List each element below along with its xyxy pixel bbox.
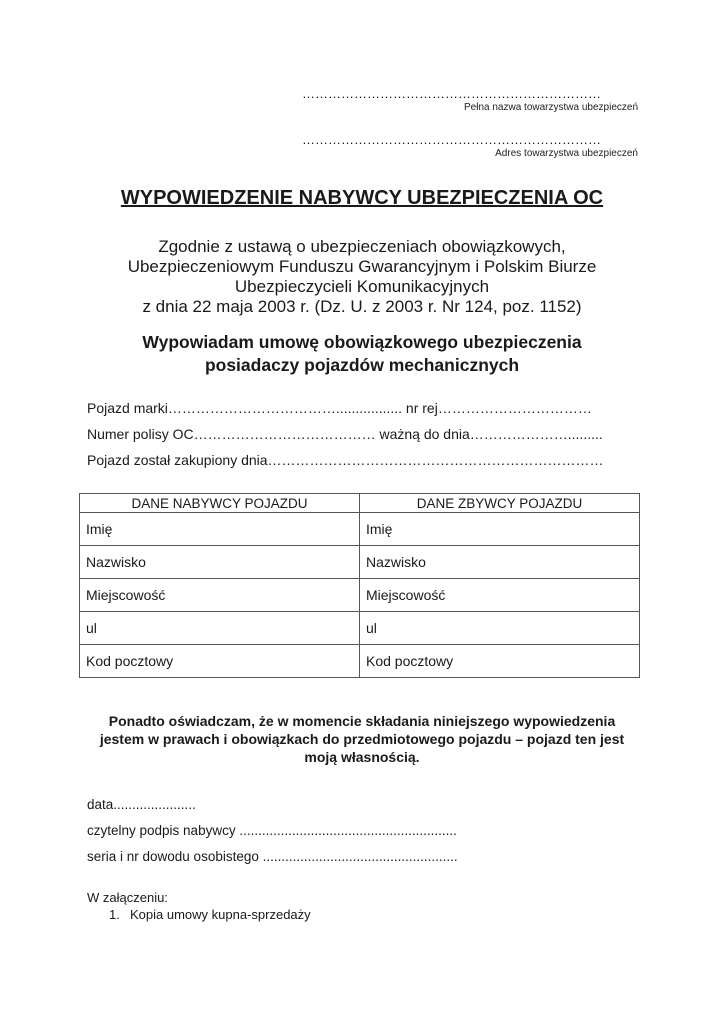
seller-postal-code-cell[interactable]: Kod pocztowy xyxy=(360,645,640,678)
legal-basis-line: Zgodnie z ustawą o ubezpieczeniach obowiązkowych, xyxy=(158,237,566,256)
seller-first-name-cell[interactable]: Imię xyxy=(360,513,640,546)
buyer-city-cell[interactable]: Miejscowość xyxy=(80,579,360,612)
vehicle-make-field[interactable]: Pojazd marki………………………………................. nr rej…………………………… xyxy=(87,400,592,416)
seller-city-cell[interactable]: Miejscowość xyxy=(360,579,640,612)
signature-field[interactable]: czytelny podpis nabywcy .......................................................... xyxy=(87,823,457,838)
table-row xyxy=(80,546,640,579)
seller-street-cell[interactable]: ul xyxy=(360,612,640,645)
table-row xyxy=(80,645,640,678)
table-row xyxy=(80,612,640,645)
date-field[interactable]: data...................... xyxy=(87,797,196,812)
legal-basis-line: Ubezpieczeniowym Funduszu Gwarancyjnym i Polskim Biurze xyxy=(127,257,597,276)
legal-basis xyxy=(80,237,644,317)
declaration-line: posiadaczy pojazdów mechanicznych xyxy=(204,355,520,375)
declaration-heading xyxy=(60,331,664,377)
statement-line: Ponadto oświadczam, że w momencie składania niniejszego wypowiedzenia xyxy=(108,713,616,729)
buyer-column-header: DANE NABYWCY POJAZDU xyxy=(80,494,360,513)
buyer-first-name-cell[interactable]: Imię xyxy=(80,513,360,546)
company-address-dots: …………………………………………………………… xyxy=(302,132,601,147)
company-name-caption: Pełna nazwa towarzystwa ubezpieczeń xyxy=(464,102,638,113)
buyer-last-name-cell[interactable]: Nazwisko xyxy=(80,546,360,579)
company-name-dots: …………………………………………………………… xyxy=(302,86,601,101)
seller-last-name-cell[interactable]: Nazwisko xyxy=(360,546,640,579)
statement-line: moją własnością. xyxy=(304,749,420,765)
attachments-heading: W załączeniu: xyxy=(87,890,168,905)
legal-basis-line: Ubezpieczycieli Komunikacyjnych xyxy=(234,277,490,296)
table-row xyxy=(80,579,640,612)
ownership-statement xyxy=(70,712,654,766)
attachment-item: Kopia umowy kupna-sprzedaży xyxy=(130,907,311,922)
company-address-caption: Adres towarzystwa ubezpieczeń xyxy=(495,148,638,159)
id-card-field[interactable]: seria i nr dowodu osobistego .................................................... xyxy=(87,849,458,864)
party-data-table xyxy=(79,493,640,678)
table-header-row xyxy=(80,494,640,513)
legal-basis-line: z dnia 22 maja 2003 r. (Dz. U. z 2003 r. Nr 124, poz. 1152) xyxy=(142,297,582,316)
seller-column-header: DANE ZBYWCY POJAZDU xyxy=(360,494,640,513)
buyer-street-cell[interactable]: ul xyxy=(80,612,360,645)
statement-line: jestem w prawach i obowiązkach do przedmiotowego pojazdu – pojazd ten jest xyxy=(99,731,625,747)
buyer-postal-code-cell[interactable]: Kod pocztowy xyxy=(80,645,360,678)
table-row xyxy=(80,513,640,546)
document-title: WYPOWIEDZENIE NABYWCY UBEZPIECZENIA OC xyxy=(120,187,604,209)
purchase-date-field[interactable]: Pojazd został zakupiony dnia……………………………………………………………… xyxy=(87,452,604,468)
attachment-item-number: 1. xyxy=(109,907,120,922)
declaration-line: Wypowiadam umowę obowiązkowego ubezpieczenia xyxy=(142,332,582,352)
policy-number-field[interactable]: Numer polisy OC………………………………… ważną do dnia…………………......... xyxy=(87,426,603,442)
